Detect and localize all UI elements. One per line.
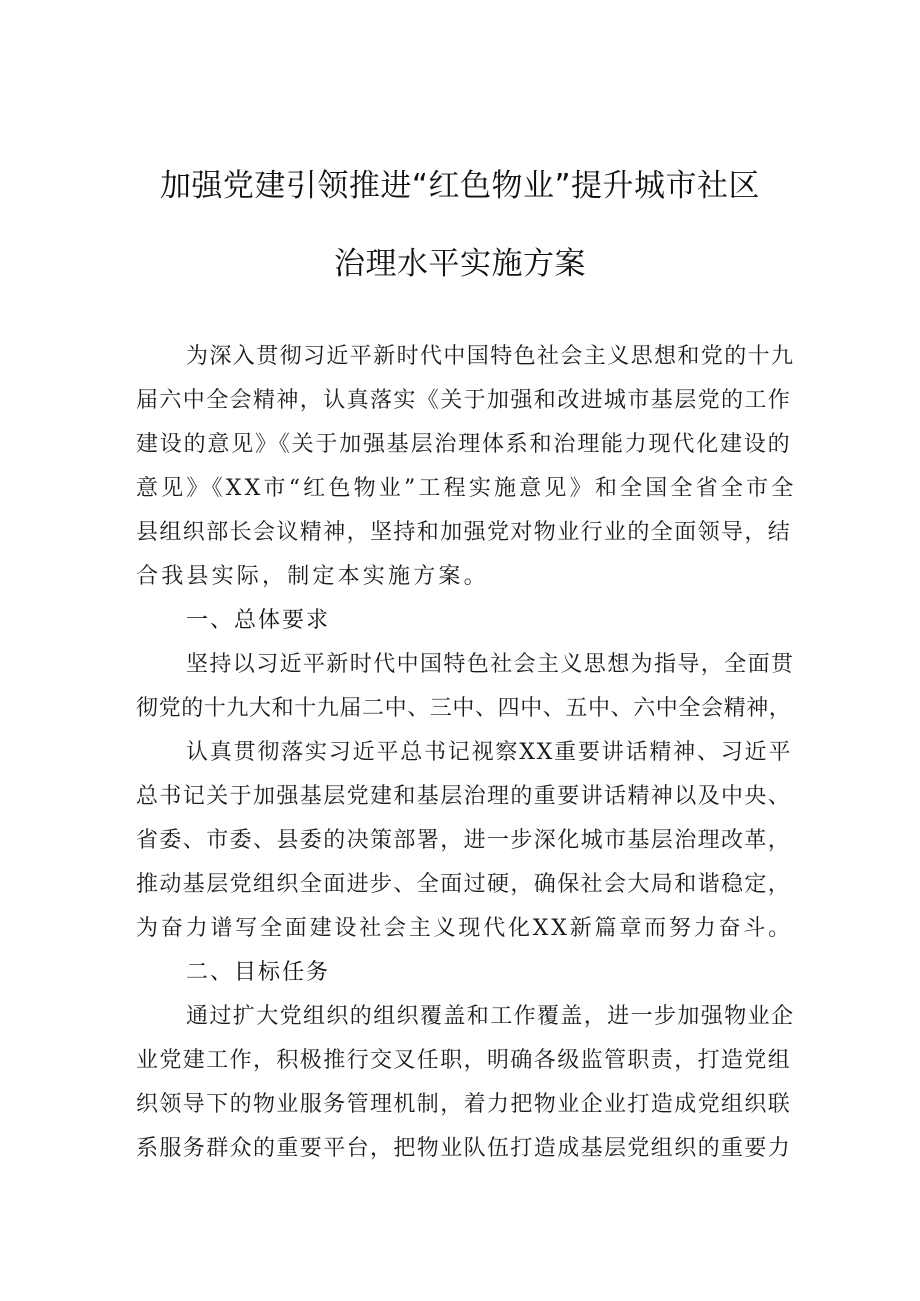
intro-line: 意见》《XX市“红色物业”工程实施意见》和全国全省全市全 bbox=[136, 476, 797, 501]
section-heading-general-requirements: 一、总体要求 bbox=[186, 608, 331, 633]
section1-line: 坚持以习近平新时代中国特色社会主义思想为指导，全面贯 bbox=[186, 652, 795, 677]
section2-line: 通过扩大党组织的组织覆盖和工作覆盖，进一步加强物业企 bbox=[186, 1004, 795, 1029]
document-title-line-1: 加强党建引领推进“红色物业”提升城市社区 bbox=[159, 168, 761, 204]
intro-line: 建设的意见》《关于加强基层治理体系和治理能力现代化建设的 bbox=[136, 432, 792, 457]
section2-line: 系服务群众的重要平台，把物业队伍打造成基层党组织的重要力 bbox=[136, 1136, 792, 1161]
section1-line: 为奋力谱写全面建设社会主义现代化XX新篇章而努力奋斗。 bbox=[136, 916, 793, 941]
section2-line: 业党建工作，积极推行交叉任职，明确各级监管职责，打造党组 bbox=[136, 1048, 792, 1073]
section2-line: 织领导下的物业服务管理机制，着力把物业企业打造成党组织联 bbox=[136, 1092, 792, 1117]
section1-line: 推动基层党组织全面进步、全面过硬，确保社会大局和谐稳定， bbox=[136, 872, 792, 897]
section1-line: 省委、市委、县委的决策部署，进一步深化城市基层治理改革， bbox=[136, 828, 792, 853]
section1-line: 认真贯彻落实习近平总书记视察XX重要讲话精神、习近平 bbox=[186, 740, 793, 765]
intro-line: 县组织部长会议精神，坚持和加强党对物业行业的全面领导，结 bbox=[136, 520, 792, 545]
intro-line: 合我县实际，制定本实施方案。 bbox=[136, 564, 489, 589]
intro-line: 届六中全会精神，认真落实《关于加强和改进城市基层党的工作 bbox=[136, 388, 792, 413]
document-title-line-2: 治理水平实施方案 bbox=[334, 246, 586, 282]
section1-line: 总书记关于加强基层党建和基层治理的重要讲话精神以及中央、 bbox=[136, 784, 792, 809]
section1-line: 彻党的十九大和十九届二中、三中、四中、五中、六中全会精神， bbox=[136, 696, 792, 721]
section-heading-goals-tasks: 二、目标任务 bbox=[186, 960, 331, 985]
intro-line: 为深入贯彻习近平新时代中国特色社会主义思想和党的十九 bbox=[186, 344, 795, 369]
